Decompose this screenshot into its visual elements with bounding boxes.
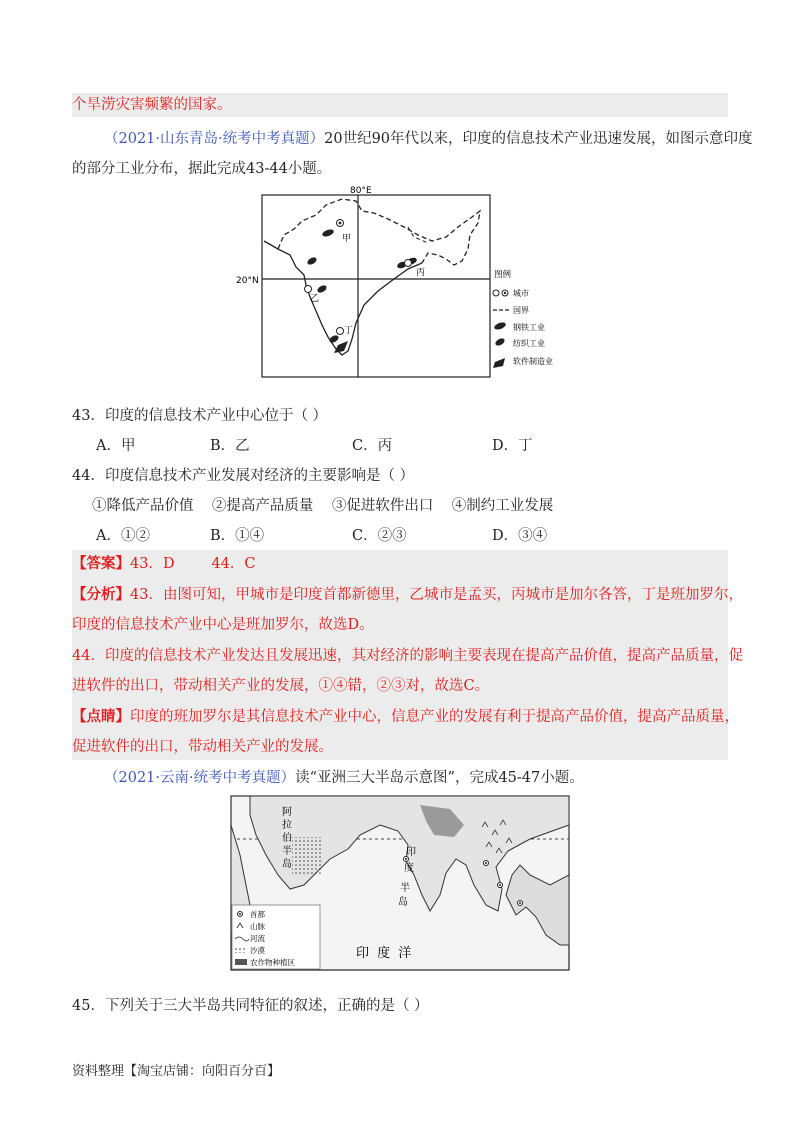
- question-source-2: （2021·云南·统考中考真题）: [104, 770, 296, 786]
- q44-option-d[interactable]: D．③④: [492, 528, 548, 544]
- legend2-mountain: 山脉: [250, 922, 265, 931]
- arabia-label-5: 岛: [282, 859, 292, 870]
- question-intro-45-47: （2021·云南·统考中考真题）读“亚洲三大半岛示意图”，完成45-47小题。: [104, 770, 584, 786]
- map-frame: [262, 195, 490, 377]
- q43-option-a[interactable]: A．甲: [96, 438, 136, 454]
- ocean-label: 印 度 洋: [356, 946, 414, 961]
- city-label-jia: 甲: [342, 234, 352, 244]
- question-intro-43-44-line2: 的部分工业分布，据此完成43-44小题。: [72, 161, 332, 177]
- page-footer: 资料整理【淘宝店铺：向阳百分百】: [72, 1064, 281, 1079]
- longitude-label: 80°E: [350, 186, 372, 196]
- answer-line: [72, 553, 256, 575]
- legend2-desert: 沙漠: [250, 946, 265, 955]
- map1-legend: [493, 269, 553, 368]
- city-label-bing: 丙: [416, 268, 426, 278]
- arabia-label-4: 半: [282, 846, 292, 857]
- legend2-river: 河流: [250, 934, 265, 943]
- legend-software: 软件制造业: [513, 357, 553, 366]
- india-label-3: 半: [400, 883, 410, 894]
- analysis-line4: 进软件的出口，带动相关产业的发展，①④错，②③对，故选C。: [72, 678, 490, 694]
- city-marker-yi: [305, 286, 312, 293]
- answer-text: 43．D 44．C: [130, 556, 256, 572]
- legend2-capital: 首都: [250, 910, 265, 919]
- analysis-line2: 印度的信息技术产业中心是班加罗尔，故选D。: [72, 617, 374, 633]
- question-43-stem: 43．印度的信息技术产业中心位于（ ）: [72, 408, 328, 424]
- answer-continuation: 个旱涝灾害频繁的国家。: [72, 97, 232, 113]
- q43-option-c[interactable]: C．丙: [352, 438, 393, 454]
- legend-title: 图例: [494, 270, 512, 280]
- analysis-line3: 44．印度的信息技术产业发达且发展迅速，其对经济的影响主要表现在提高产品价值，提高产品质量，促: [72, 648, 743, 664]
- latitude-label: 20°N: [236, 276, 259, 286]
- analysis-line1: 【分析】43．由图可知，甲城市是印度首都新德里，乙城市是孟买，丙城市是加尔各答，丁是班加罗尔，: [72, 586, 743, 603]
- q43-option-d[interactable]: D．丁: [492, 438, 533, 454]
- legend-border: 国界: [513, 306, 529, 315]
- analysis-label: 【分析】: [72, 586, 130, 603]
- q44-option-c[interactable]: C．②③: [352, 528, 407, 544]
- question-intro-text: 20世纪90年代以来，印度的信息技术产业迅速发展，如图示意印度: [324, 131, 753, 147]
- question-source: （2021·山东青岛·统考中考真题）: [104, 131, 325, 147]
- city-marker-ding: [337, 328, 344, 335]
- india-industry-map: [232, 183, 572, 383]
- answer-label: 【答案】: [72, 555, 130, 572]
- city-marker-bing: [405, 260, 412, 267]
- q44-option-a[interactable]: A．①②: [96, 528, 150, 544]
- india-label-4: 岛: [398, 897, 408, 908]
- arabia-label-2: 拉: [282, 820, 292, 831]
- city-label-ding: 丁: [344, 326, 354, 336]
- legend-steel: 钢铁工业: [513, 323, 545, 332]
- arabia-label-3: 伯: [282, 833, 292, 844]
- question-intro-43-44-line1: [104, 128, 753, 150]
- asia-peninsulas-map: [230, 795, 570, 971]
- question-44-stem: 44．印度信息技术产业发展对经济的主要影响是（ ）: [72, 468, 415, 484]
- legend-city: 城市: [513, 289, 529, 298]
- q44-option-b[interactable]: B．①④: [210, 528, 265, 544]
- legend2-crop: 农作物种植区: [250, 958, 295, 967]
- city-label-yi: 乙: [310, 294, 320, 304]
- question-45-stem: 45．下列关于三大半岛共同特征的叙述，正确的是（ ）: [72, 998, 429, 1014]
- q43-option-b[interactable]: B．乙: [210, 438, 250, 454]
- india-label-2: 度: [404, 863, 414, 874]
- arabia-label-1: 阿: [282, 807, 292, 818]
- india-label-1: 印: [406, 847, 416, 858]
- comment-line1: 【点睛】印度的班加罗尔是其信息技术产业中心，信息产业的发展有利于提高产品价值，提高产品质量，: [72, 708, 739, 725]
- comment-label: 【点睛】: [72, 708, 130, 725]
- comment-line2: 促进软件的出口，带动相关产业的发展。: [72, 739, 333, 755]
- legend-textile: 纺织工业: [513, 339, 545, 348]
- q44-statements: ①降低产品价值 ②提高产品质量 ③促进软件出口 ④制约工业发展: [92, 498, 554, 514]
